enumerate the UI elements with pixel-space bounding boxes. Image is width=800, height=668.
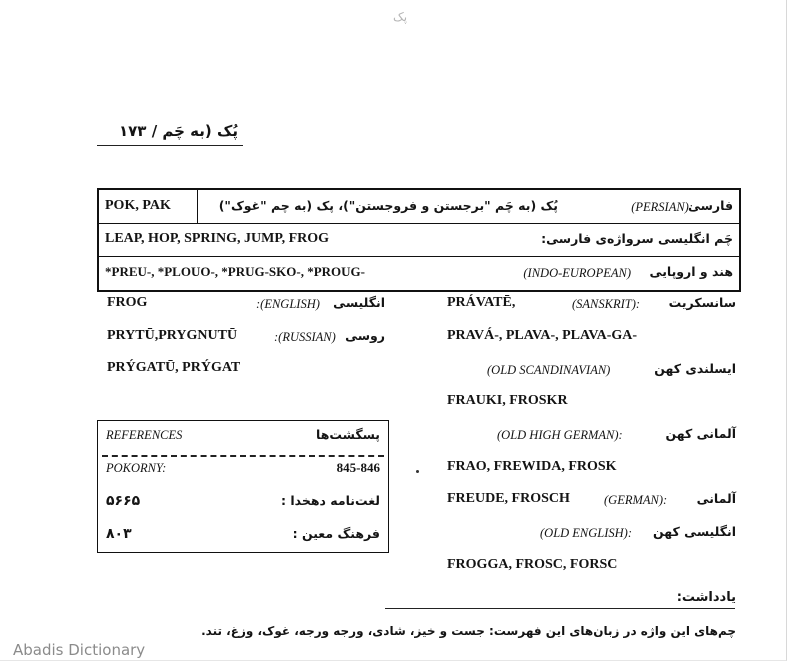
- indo-european-label-fa: هند و اروپایی: [649, 264, 733, 279]
- russian-value-1: PRYTŪ,PRYGNUTŪ: [107, 328, 238, 343]
- russian-value-2: PRÝGATŪ, PRÝGAT: [107, 360, 241, 375]
- old-high-german-label-en: (OLD HIGH GERMAN):: [497, 428, 623, 442]
- stray-dot: [416, 470, 419, 473]
- old-scandinavian-label-fa: ایسلندی کهن: [654, 361, 736, 376]
- note-text: چم‌های این واژه در زبان‌های این فهرست: جست و خیز، شادی، ورجه ورجه، غوک، وزغ، تند.: [201, 624, 736, 638]
- old-scandinavian-value: FRAUKI, FROSKR: [447, 393, 568, 408]
- persian-value: POK, PAK: [105, 198, 171, 213]
- references-box: [97, 420, 389, 553]
- old-english-label-fa: انگلیسی کهن: [653, 524, 736, 539]
- moin-value: ۸۰۳: [106, 526, 132, 542]
- etymology-table: [97, 188, 741, 292]
- sanskrit-value-1: PRÁVATĒ,: [447, 295, 516, 310]
- entry-heading: پُک (به چَم / ۱۷۳: [119, 122, 238, 140]
- note-rule: [385, 608, 735, 609]
- note-title: یادداشت:: [676, 590, 736, 605]
- persian-label-en: (PERSIAN):: [631, 200, 693, 214]
- references-title-fa: پسگشت‌ها: [316, 427, 380, 442]
- old-high-german-value: FRAO, FREWIDA, FROSK: [447, 459, 617, 474]
- sanskrit-value-2: PRAVÁ-, PLAVA-, PLAVA-GA-: [447, 328, 638, 343]
- english-label-fa: انگلیسی: [333, 295, 385, 310]
- sanskrit-label-en: (SANSKRIT):: [572, 297, 641, 311]
- russian-label-fa: روسی: [345, 328, 385, 343]
- german-label-en: (GERMAN):: [604, 493, 668, 507]
- pokorny-label: POKORNY:: [106, 461, 167, 475]
- indo-european-label-en: (INDO-EUROPEAN): [523, 266, 631, 280]
- heading-underline: [97, 145, 243, 146]
- page-top-title: پک: [392, 10, 408, 24]
- old-english-label-en: (OLD ENGLISH):: [540, 526, 633, 540]
- table-row-divider: [99, 256, 739, 257]
- persian-meaning: پُک (به چَم "برجستن و فروجستن")، پک (به چم "غوک"): [218, 198, 558, 213]
- references-dashed-divider: [102, 455, 384, 457]
- sanskrit-label-fa: سانسکریت: [668, 295, 736, 310]
- english-meanings-label: چَم انگلیسی سرواژه‌ی فارسی:: [541, 231, 733, 246]
- site-watermark: Abadis Dictionary: [13, 641, 146, 659]
- old-english-value: FROGGA, FROSC, FORSC: [447, 557, 618, 572]
- references-title-en: REFERENCES: [106, 428, 183, 442]
- old-scandinavian-label-en: (OLD SCANDINAVIAN): [487, 363, 611, 377]
- russian-label-en: :(RUSSIAN): [274, 330, 336, 344]
- table-divider: [197, 190, 198, 223]
- english-label-en: :(ENGLISH): [256, 297, 320, 311]
- dehkhoda-value: ۵۶۶۵: [106, 493, 141, 509]
- english-meanings-value: LEAP, HOP, SPRING, JUMP, FROG: [105, 231, 330, 246]
- indo-european-value: *PREU-, *PLOUO-, *PRUG-SKO-, *PROUG-: [105, 264, 365, 279]
- german-label-fa: آلمانی: [696, 491, 736, 506]
- persian-label-fa: فارسی: [687, 198, 733, 213]
- old-high-german-label-fa: آلمانی کهن: [665, 426, 736, 441]
- moin-label: فرهنگ معین :: [292, 526, 380, 541]
- table-row-divider: [99, 223, 739, 224]
- dehkhoda-label: لغت‌نامه دهخدا :: [281, 493, 380, 508]
- english-value: FROG: [107, 295, 148, 310]
- pokorny-value: 845-846: [336, 460, 380, 475]
- german-value: FREUDE, FROSCH: [447, 491, 570, 506]
